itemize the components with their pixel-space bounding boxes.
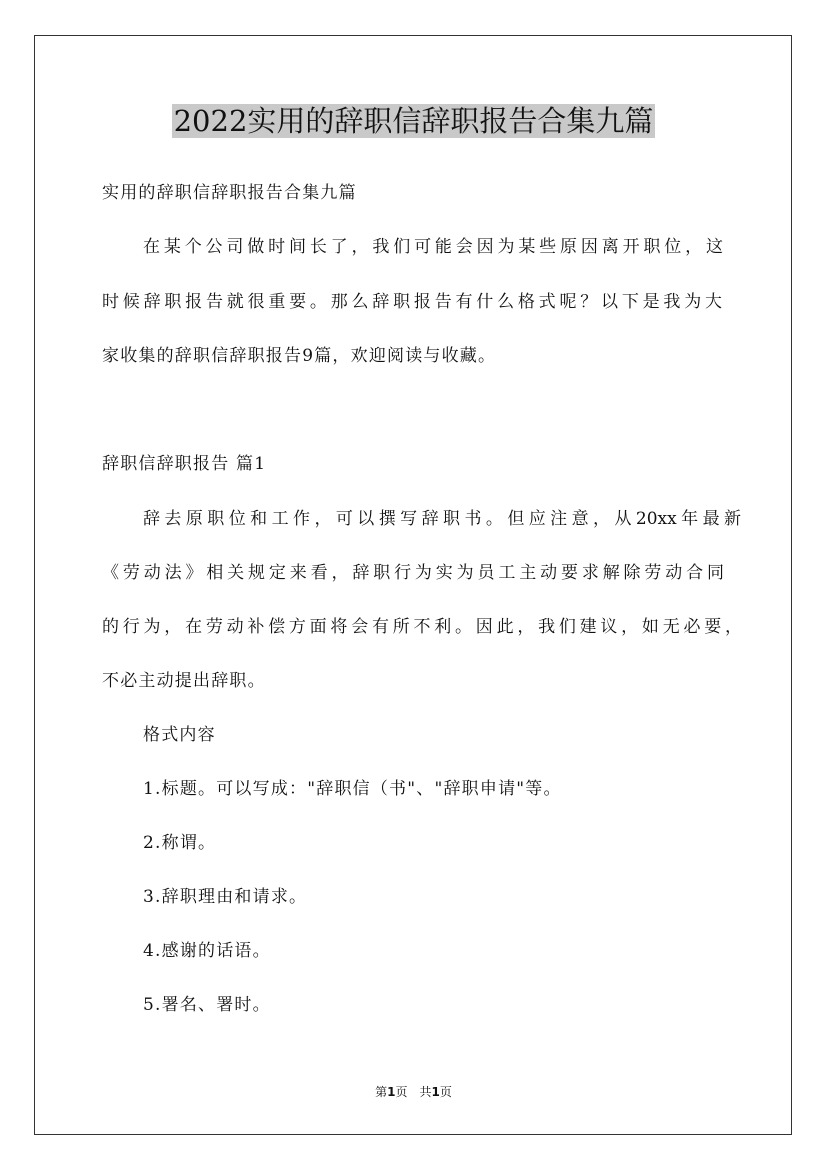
footer-page-total: 1 [431,1085,440,1099]
footer-page-suffix: 页 [439,1085,452,1099]
format-item-1: 1.标题。可以写成："辞职信（书"、"辞职申请"等。 [143,779,562,799]
page-footer [0,1084,827,1100]
section-paragraph-line-2: 《劳动法》相关规定来看，辞职行为实为员工主动要求解除劳动合同 [102,563,724,583]
section-paragraph-line-1: 辞去原职位和工作，可以撰写辞职书。但应注意，从20xx年最新 [143,509,741,529]
section-heading: 辞职信辞职报告 篇1 [102,454,267,474]
footer-page-current: 1 [387,1085,396,1099]
footer-page-prefix: 第 [375,1085,388,1099]
footer-page-mid: 页 共 [395,1085,432,1099]
intro-line-3: 家收集的辞职信辞职报告9篇，欢迎阅读与收藏。 [102,346,497,366]
format-item-3: 3.辞职理由和请求。 [143,887,308,907]
document-title-text: 2022实用的辞职信辞职报告合集九篇 [173,104,654,138]
intro-line-1: 在某个公司做时间长了，我们可能会因为某些原因离开职位，这 [143,237,723,257]
section-paragraph-line-3: 的行为，在劳动补偿方面将会有所不利。因此，我们建议，如无必要， [102,617,742,637]
document-subtitle: 实用的辞职信辞职报告合集九篇 [102,183,357,203]
format-item-2: 2.称谓。 [143,833,217,853]
format-item-4: 4.感谢的话语。 [143,941,271,961]
intro-line-2: 时候辞职报告就很重要。那么辞职报告有什么格式呢？以下是我为大 [102,292,722,312]
format-item-5: 5.署名、署时。 [143,995,271,1015]
format-heading: 格式内容 [143,725,216,745]
section-paragraph-line-4: 不必主动提出辞职。 [102,671,266,691]
document-title [0,102,827,140]
